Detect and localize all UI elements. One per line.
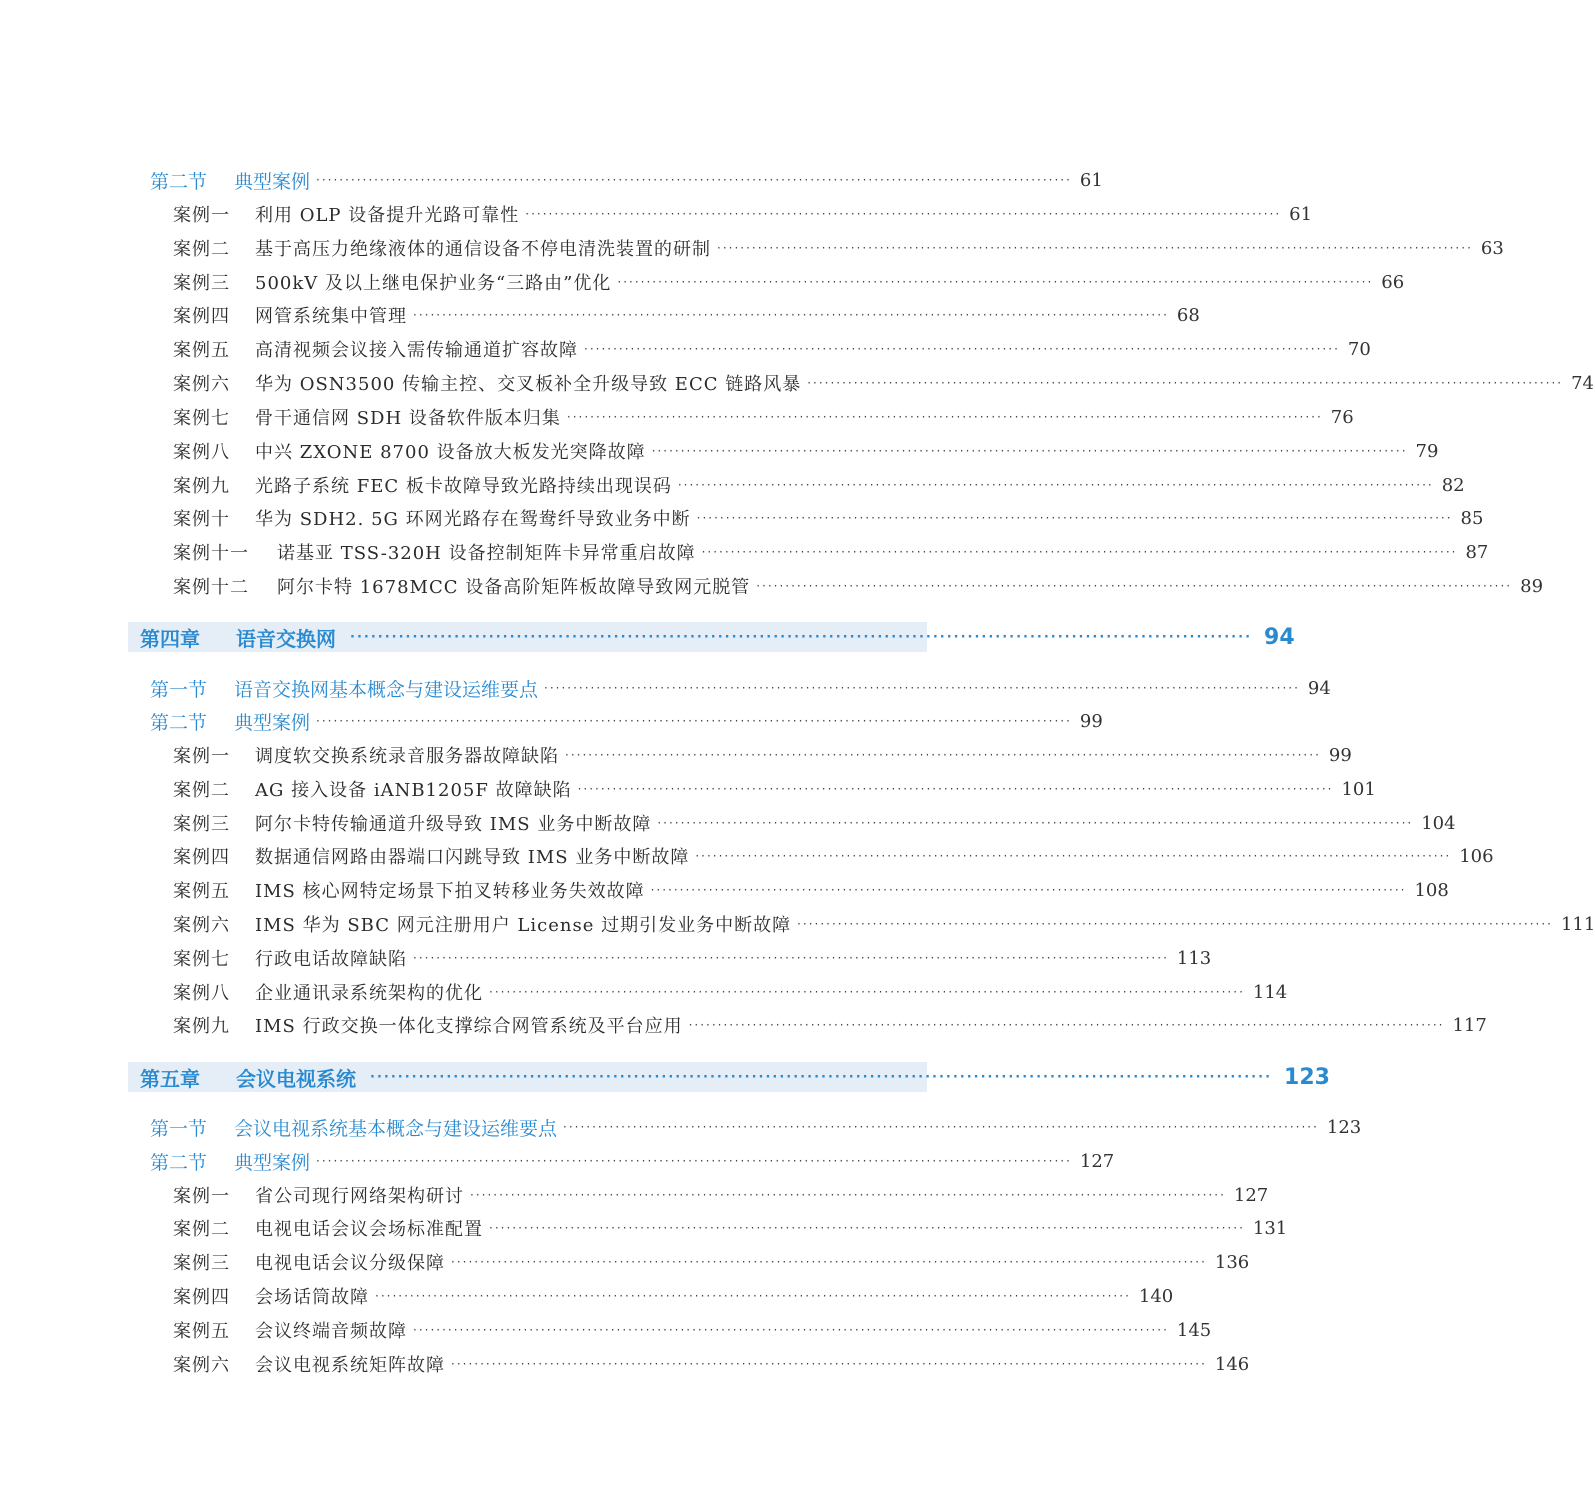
page-number: 127 (1079, 1150, 1115, 1172)
dot-leader: ·································································································································· (316, 173, 1072, 187)
case-title: 数据通信网路由器端口闪跳导致 IMS 业务中断故障 (255, 847, 690, 868)
dot-leader: ·································································································································· (565, 748, 1321, 762)
case-label: 案例九 (173, 1016, 230, 1037)
page-number: 74 (1571, 372, 1595, 394)
toc-chapter-bar[interactable] (128, 1062, 1330, 1092)
page-number: 113 (1176, 947, 1212, 969)
case-label: 案例七 (173, 408, 230, 429)
page-number: 79 (1415, 440, 1439, 462)
toc-case-row[interactable] (173, 1245, 1250, 1279)
toc-section-row[interactable] (150, 1144, 1115, 1178)
section-label: 第二节 (150, 1151, 208, 1174)
chapter-label: 第四章 (140, 626, 200, 651)
section-label: 第二节 (150, 711, 208, 734)
chapter-page-number: 123 (1284, 1064, 1330, 1090)
dot-leader: ·································································································································· (375, 1289, 1131, 1303)
toc-case-row[interactable] (173, 298, 1200, 332)
case-label: 案例五 (173, 340, 230, 361)
case-label: 案例十一 (173, 543, 249, 564)
dot-leader: ·································································································································· (756, 579, 1513, 593)
dot-leader: ·································································································································· (577, 782, 1334, 796)
case-label: 案例三 (173, 1253, 230, 1274)
case-label: 案例一 (173, 205, 230, 226)
page-number: 101 (1341, 778, 1376, 800)
page-number: 114 (1252, 981, 1288, 1003)
case-title: 阿尔卡特 1678MCC 设备高阶矩阵板故障导致网元脱管 (277, 577, 751, 598)
page-number: 106 (1459, 845, 1494, 867)
toc-case-row[interactable] (173, 434, 1439, 468)
toc-case-row[interactable] (173, 1178, 1269, 1212)
toc-case-row[interactable] (173, 197, 1313, 231)
dot-leader: ·································································································································· (489, 985, 1245, 999)
page-number: 111 (1560, 913, 1595, 935)
case-title: 会场话筒故障 (255, 1287, 369, 1308)
case-title: 会议电视系统矩阵故障 (255, 1355, 445, 1376)
case-title: 会议终端音频故障 (255, 1321, 407, 1342)
dot-leader: ·································································································································· (651, 444, 1408, 458)
dot-leader: ·································································································································· (451, 1357, 1207, 1371)
dot-leader: ·································································································································· (688, 1018, 1445, 1032)
dot-leader: ·································································································································· (544, 681, 1300, 695)
case-title: 高清视频会议接入需传输通道扩容故障 (255, 340, 578, 361)
case-title: 省公司现行网络架构研讨 (255, 1186, 464, 1207)
dot-leader: ·································································································································· (413, 951, 1169, 965)
toc-case-row[interactable] (173, 1279, 1174, 1313)
page-number: 66 (1381, 271, 1405, 293)
toc-case-row[interactable] (173, 332, 1371, 366)
toc-case-row[interactable] (173, 839, 1494, 873)
case-title: 华为 OSN3500 传输主控、交叉板补全升级导致 ECC 链路风暴 (255, 374, 802, 395)
chapter-label: 第五章 (140, 1066, 200, 1091)
case-title: 500kV 及以上继电保护业务“三路由”优化 (255, 273, 612, 294)
toc-case-row[interactable] (173, 806, 1456, 840)
case-label: 案例五 (173, 1321, 230, 1342)
dot-leader: ·································································································································· (489, 1221, 1245, 1235)
toc-section-row[interactable] (150, 671, 1331, 705)
dot-leader: ·································································································································· (470, 1188, 1226, 1202)
dot-leader: ·································································································································· (657, 816, 1414, 830)
case-title: 诺基亚 TSS-320H 设备控制矩阵卡异常重启故障 (277, 543, 696, 564)
case-title: 光路子系统 FEC 板卡故障导致光路持续出现误码 (255, 476, 672, 497)
section-title: 典型案例 (234, 1151, 311, 1174)
case-title: 中兴 ZXONE 8700 设备放大板发光突降故障 (255, 442, 646, 463)
toc-case-row[interactable] (173, 873, 1449, 907)
dot-leader: ·································································································································· (717, 241, 1473, 255)
page-number: 61 (1079, 169, 1103, 191)
case-title: 网管系统集中管理 (255, 306, 407, 327)
chapter-title: 会议电视系统 (236, 1066, 356, 1091)
toc-case-row[interactable] (173, 535, 1489, 569)
dot-leader: ·································································································································· (413, 308, 1169, 322)
case-label: 案例十 (173, 509, 230, 530)
toc-case-row[interactable] (173, 975, 1288, 1009)
toc-case-row[interactable] (173, 1008, 1487, 1042)
section-label: 第一节 (150, 1117, 208, 1140)
case-title: 调度软交换系统录音服务器故障缺陷 (255, 746, 559, 767)
page-number: 136 (1214, 1251, 1250, 1273)
case-title: 利用 OLP 设备提升光路可靠性 (255, 205, 520, 226)
section-label: 第一节 (150, 678, 208, 701)
case-label: 案例二 (173, 780, 230, 801)
toc-case-row[interactable] (173, 265, 1405, 299)
dot-leader: ·································································································································· (696, 511, 1453, 525)
dot-leader: ·································································································································· (566, 410, 1323, 424)
case-title: 阿尔卡特传输通道升级导致 IMS 业务中断故障 (255, 814, 652, 835)
page-number: 68 (1176, 304, 1200, 326)
case-title: 华为 SDH2. 5G 环网光路存在鸳鸯纤导致业务中断 (255, 509, 691, 530)
toc-case-row[interactable] (173, 738, 1352, 772)
case-title: IMS 华为 SBC 网元注册用户 License 过期引发业务中断故障 (255, 915, 792, 936)
toc-case-row[interactable] (173, 1211, 1288, 1245)
case-label: 案例十二 (173, 577, 249, 598)
chapter-title: 语音交换网 (236, 626, 336, 651)
toc-case-row[interactable] (173, 468, 1465, 502)
case-title: IMS 核心网特定场景下拍叉转移业务失效故障 (255, 881, 645, 902)
page-number: 99 (1079, 710, 1103, 732)
page-number: 117 (1452, 1014, 1487, 1036)
toc-section-row[interactable] (150, 1110, 1362, 1144)
section-title: 语音交换网基本概念与建设运维要点 (234, 678, 539, 701)
case-title: 行政电话故障缺陷 (255, 949, 407, 970)
dot-leader: ·································································································································· (316, 1154, 1072, 1168)
dot-leader: ·································································································································· (451, 1255, 1207, 1269)
toc-case-row[interactable] (173, 569, 1544, 603)
case-title: IMS 行政交换一体化支撑综合网管系统及平台应用 (255, 1016, 683, 1037)
page-number: 146 (1214, 1353, 1250, 1375)
case-label: 案例三 (173, 814, 230, 835)
dot-leader: ·································································································································· (677, 478, 1434, 492)
dot-leader: ·································································································································· (797, 917, 1553, 931)
page-number: 94 (1307, 677, 1331, 699)
page-number: 108 (1414, 879, 1449, 901)
dot-leader: ·································································································································· (695, 849, 1452, 863)
page-number: 99 (1328, 744, 1352, 766)
case-label: 案例四 (173, 1287, 230, 1308)
section-title: 典型案例 (234, 170, 311, 193)
chapter-page-number: 94 (1264, 624, 1295, 650)
page-number: 123 (1326, 1116, 1362, 1138)
toc-chapter-bar[interactable] (128, 622, 1295, 652)
case-label: 案例六 (173, 1355, 230, 1376)
case-label: 案例二 (173, 239, 230, 260)
dot-leader: ·································································································································· (370, 1069, 1273, 1085)
dot-leader: ·································································································································· (525, 207, 1282, 221)
dot-leader: ·································································································································· (617, 275, 1374, 289)
dot-leader: ·································································································································· (563, 1120, 1319, 1134)
toc-case-row[interactable] (173, 501, 1484, 535)
page-number: 104 (1421, 812, 1456, 834)
toc-case-row[interactable] (173, 400, 1354, 434)
page-number: 82 (1441, 474, 1465, 496)
toc-case-row[interactable] (173, 1313, 1212, 1347)
case-label: 案例八 (173, 442, 230, 463)
section-label: 第二节 (150, 170, 208, 193)
case-label: 案例九 (173, 476, 230, 497)
page-number: 127 (1233, 1184, 1269, 1206)
case-label: 案例一 (173, 1186, 230, 1207)
case-label: 案例三 (173, 273, 230, 294)
page-number: 89 (1520, 575, 1544, 597)
case-label: 案例一 (173, 746, 230, 767)
page-number: 61 (1289, 203, 1313, 225)
page-number: 131 (1252, 1217, 1288, 1239)
toc-section-row[interactable] (150, 163, 1103, 197)
case-title: 企业通讯录系统架构的优化 (255, 983, 483, 1004)
section-title: 典型案例 (234, 711, 311, 734)
toc-case-row[interactable] (173, 941, 1212, 975)
page-number: 140 (1138, 1285, 1174, 1307)
page-number: 76 (1330, 406, 1354, 428)
dot-leader: ·································································································································· (650, 883, 1407, 897)
dot-leader: ·································································································································· (701, 545, 1458, 559)
case-title: 电视电话会议分级保障 (255, 1253, 445, 1274)
case-title: 电视电话会议会场标准配置 (255, 1219, 483, 1240)
case-label: 案例六 (173, 374, 230, 395)
toc-case-row[interactable] (173, 907, 1595, 941)
case-title: AG 接入设备 iANB1205F 故障缺陷 (255, 780, 572, 801)
case-label: 案例六 (173, 915, 230, 936)
case-label: 案例五 (173, 881, 230, 902)
case-title: 基于高压力绝缘液体的通信设备不停电清洗装置的研制 (255, 239, 711, 260)
dot-leader: ·································································································································· (316, 714, 1072, 728)
dot-leader: ·································································································································· (584, 342, 1340, 356)
case-title: 骨干通信网 SDH 设备软件版本归集 (255, 408, 561, 429)
toc-case-row[interactable] (173, 1347, 1250, 1381)
case-label: 案例七 (173, 949, 230, 970)
page-number: 145 (1176, 1319, 1212, 1341)
case-label: 案例八 (173, 983, 230, 1004)
case-label: 案例四 (173, 847, 230, 868)
toc-section-row[interactable] (150, 704, 1103, 738)
toc-case-row[interactable] (173, 772, 1376, 806)
dot-leader: ·································································································································· (413, 1323, 1169, 1337)
page-number: 85 (1460, 507, 1484, 529)
toc-case-row[interactable] (173, 366, 1595, 400)
dot-leader: ·································································································································· (350, 629, 1253, 645)
toc-case-row[interactable] (173, 231, 1504, 265)
section-title: 会议电视系统基本概念与建设运维要点 (234, 1117, 558, 1140)
dot-leader: ·································································································································· (807, 376, 1564, 390)
page-number: 63 (1480, 237, 1504, 259)
case-label: 案例四 (173, 306, 230, 327)
page-number: 70 (1347, 338, 1371, 360)
page-number: 87 (1465, 541, 1489, 563)
case-label: 案例二 (173, 1219, 230, 1240)
